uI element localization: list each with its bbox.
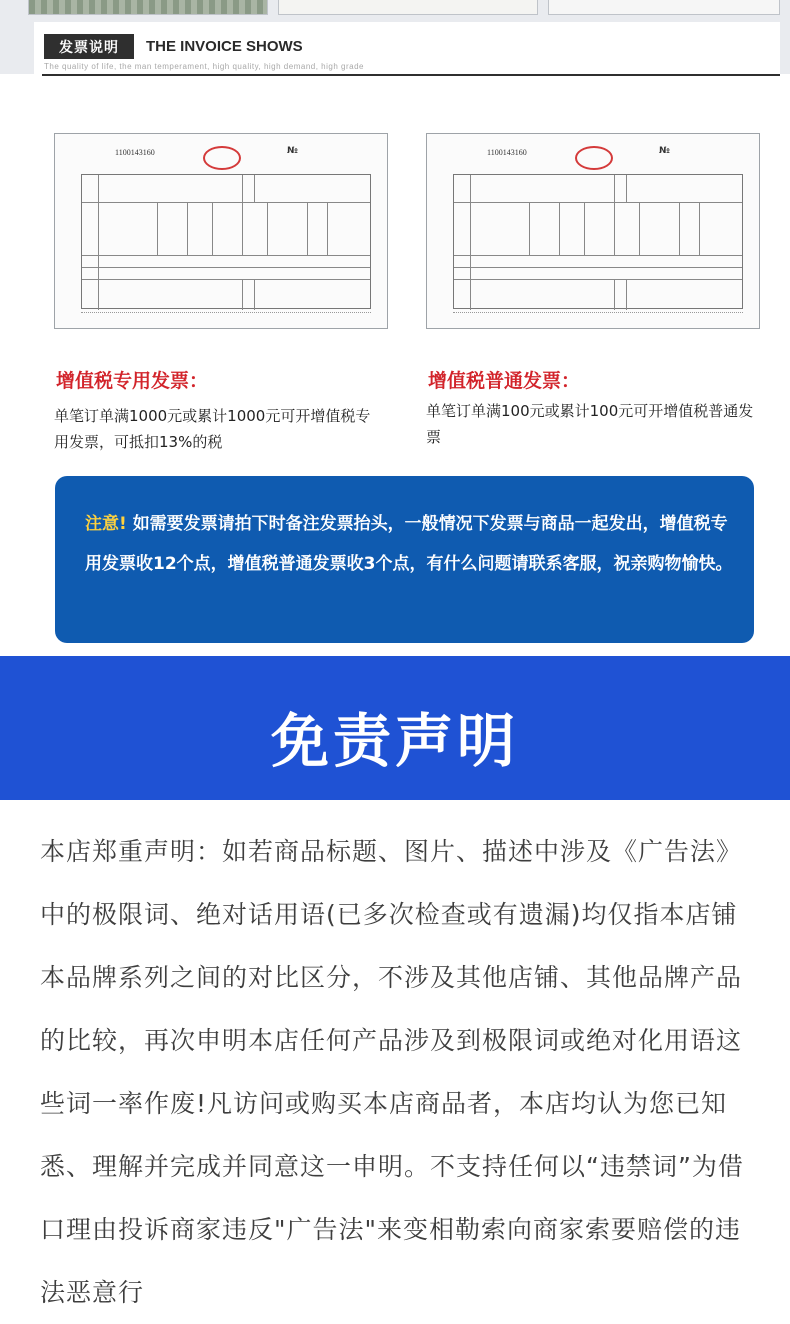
invoice-table (81, 174, 371, 309)
disclaimer-banner (0, 656, 790, 800)
top-strip (0, 0, 790, 74)
notice-text (85, 504, 735, 584)
invoice-number-mark: № (287, 146, 298, 156)
notice-box (55, 476, 754, 643)
strip-image (278, 0, 538, 15)
invoice-seal-icon (575, 146, 613, 170)
special-invoice-description: 单笔订单满1000元或累计1000元可开增值税专用发票，可抵扣13%的税 (54, 407, 371, 451)
section-title-en: THE INVOICE SHOWS (146, 38, 303, 55)
disclaimer-body: 本店郑重声明：如若商品标题、图片、描述中涉及《广告法》中的极限词、绝对话用语(已多次检查或有遗漏)均仅指本店铺本品牌系列之间的对比区分，不涉及其他店铺、其他品牌产品的比较，再次申明本店任何产品涉及到极限词或绝对化用语这些词一率作废!凡访问或购买本店商品者，本店均认为您已知悉、理解并完成并同意这一申明。不支持任何以“违禁词”为借口理由投诉商家违反"广告法"来变相勒索向商家索要赔偿的违法恶意行 (40, 837, 744, 1307)
special-invoice-heading: 增值税专用发票： (56, 370, 209, 392)
disclaimer-title: 免责声明 (270, 707, 519, 775)
section-tagline: The quality of life, the man temperament, high quality, high demand, high grade (44, 62, 364, 71)
invoice-code: 1100143160 (487, 148, 527, 157)
general-invoice-heading: 增值税普通发票： (428, 370, 581, 392)
special-invoice-image (54, 133, 388, 329)
invoice-code: 1100143160 (115, 148, 155, 157)
invoice-seal-icon (203, 146, 241, 170)
section-title-panel (34, 22, 780, 74)
section-badge: 发票说明 (44, 34, 134, 59)
divider (42, 74, 780, 76)
strip-image (28, 0, 268, 15)
general-invoice-image (426, 133, 760, 329)
notice-body: 如需要发票请拍下时备注发票抬头，一般情况下发票与商品一起发出，增值税专用发票收12个点，增值税普通发票收3个点，有什么问题请联系客服，祝亲购物愉快。 (85, 514, 733, 574)
invoice-number-mark: № (659, 146, 670, 156)
invoice-table (453, 174, 743, 309)
strip-image (548, 0, 780, 15)
general-invoice-description: 单笔订单满100元或累计100元可开增值税普通发票 (426, 402, 754, 446)
notice-label: 注意! (85, 514, 127, 534)
